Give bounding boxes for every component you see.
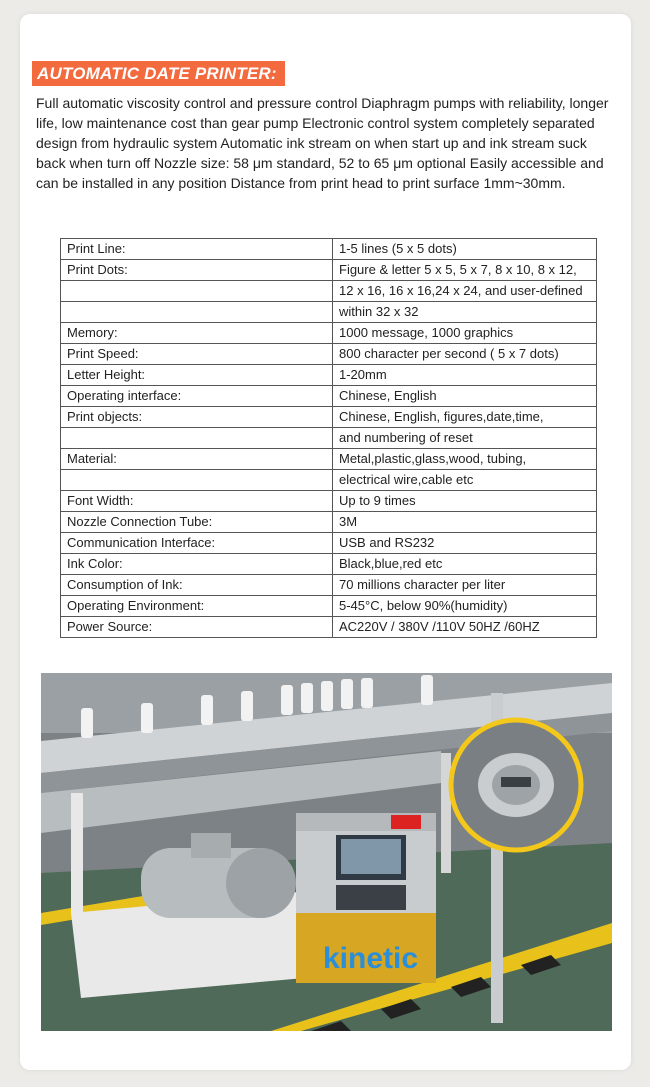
spec-value: Chinese, English, figures,date,time, [333,407,597,428]
spec-value: Chinese, English [333,386,597,407]
spec-value: electrical wire,cable etc [333,470,597,491]
spec-row [61,491,597,512]
spec-label: Memory: [61,323,333,344]
spec-label: Consumption of Ink: [61,575,333,596]
spec-label: Power Source: [61,617,333,638]
spec-label: Communication Interface: [61,533,333,554]
spec-row [61,554,597,575]
spec-value: Figure & letter 5 x 5, 5 x 7, 8 x 10, 8 x 12, [333,260,597,281]
spec-value: AC220V / 380V /110V 50HZ /60HZ [333,617,597,638]
spec-value: 3M [333,512,597,533]
spec-value: 70 millions character per liter [333,575,597,596]
spec-value: 1-20mm [333,365,597,386]
spec-value: and numbering of reset [333,428,597,449]
spec-label: Operating interface: [61,386,333,407]
spec-row [61,428,597,449]
spec-row [61,470,597,491]
spec-row [61,302,597,323]
spec-label [61,302,333,323]
spec-value: 1-5 lines (5 x 5 dots) [333,239,597,260]
spec-row [61,512,597,533]
spec-label: Nozzle Connection Tube: [61,512,333,533]
spec-row [61,260,597,281]
spec-row [61,407,597,428]
spec-label [61,428,333,449]
spec-label: Print Speed: [61,344,333,365]
spec-value: 1000 message, 1000 graphics [333,323,597,344]
spec-label [61,470,333,491]
spec-row [61,281,597,302]
spec-label: Print Line: [61,239,333,260]
spec-value: within 32 x 32 [333,302,597,323]
spec-value: 12 x 16, 16 x 16,24 x 24, and user-defined [333,281,597,302]
spec-value: Black,blue,red etc [333,554,597,575]
spec-label: Letter Height: [61,365,333,386]
spec-row [61,596,597,617]
brand-logo: kinetic [323,942,419,975]
spec-table [60,238,597,638]
spec-row [61,365,597,386]
spec-value: 800 character per second ( 5 x 7 dots) [333,344,597,365]
spec-label: Print objects: [61,407,333,428]
spec-row [61,386,597,407]
spec-label: Operating Environment: [61,596,333,617]
spec-label: Print Dots: [61,260,333,281]
print-sample-zoom [451,720,581,850]
spec-row [61,239,597,260]
section-description: Full automatic viscosity control and pressure control Diaphragm pumps with reliability, longer life, low maintenance cost than gear pump Electronic control system completely separated design from hydraulic system Automatic ink stream on when start up and ink stream suck back when turn off Nozzle size: 58 μm standard, 52 to 65 μm optional Easily accessible and can be installed in any position Distance from print head to print surface 1mm~30mm. [36,95,609,191]
spec-row [61,617,597,638]
spec-row [61,533,597,554]
section-title: AUTOMATIC DATE PRINTER: [32,61,285,86]
spec-row [61,449,597,470]
spec-value: Metal,plastic,glass,wood, tubing, [333,449,597,470]
spec-row [61,575,597,596]
spec-value: 5-45°C, below 90%(humidity) [333,596,597,617]
spec-label: Font Width: [61,491,333,512]
spec-label [61,281,333,302]
spec-row [61,344,597,365]
spec-label: Ink Color: [61,554,333,575]
printer-scene [41,673,612,1031]
product-photo [41,673,612,1031]
spec-label: Material: [61,449,333,470]
spec-value: USB and RS232 [333,533,597,554]
spec-value: Up to 9 times [333,491,597,512]
spec-row [61,323,597,344]
